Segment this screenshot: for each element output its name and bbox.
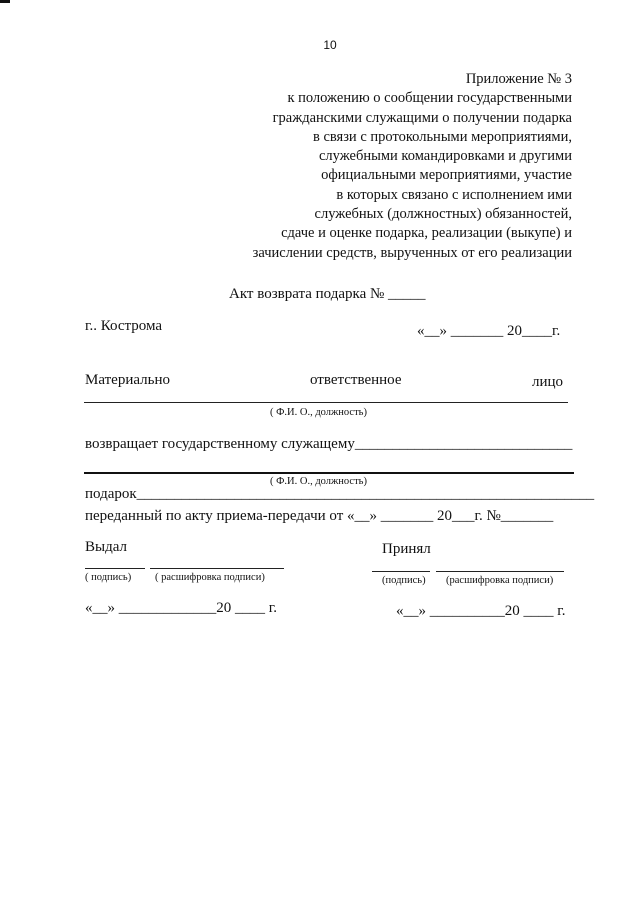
city: г.. Кострома (85, 318, 162, 334)
appendix-line: официальными мероприятиями, участие (321, 167, 572, 184)
act-date-line: «__» _______ 20____г. (417, 323, 561, 339)
left-date-line: «__» _____________20 ____ г. (85, 600, 277, 616)
left-signature-line (85, 568, 145, 569)
fio-line-2 (84, 472, 574, 474)
page-number: 10 (323, 38, 337, 52)
appendix-line: Приложение № 3 (465, 71, 572, 87)
fio-caption-1: ( Ф.И. О., должность) (270, 407, 367, 418)
appendix-line: гражданскими служащими о получении подарка (272, 109, 572, 126)
right-signature-caption: (подпись) (382, 575, 426, 586)
appendix-line: в связи с протокольными мероприятиями, (312, 128, 572, 145)
left-decode-line (150, 568, 284, 569)
gift-text: подарок_____________________________________________________________ (85, 486, 595, 502)
left-signature-caption: ( подпись) (85, 572, 132, 583)
fio-caption-2: ( Ф.И. О., должность) (270, 476, 367, 487)
issued-label: Выдал (85, 539, 127, 555)
appendix-line: служебными командировками и другими (318, 148, 572, 165)
material-word-3: лицо (532, 374, 564, 390)
appendix-line: сдаче и оценке подарка, реализации (выкупе) и (281, 225, 572, 242)
appendix-line: служебных (должностных) обязанностей, (314, 206, 572, 223)
material-word-1: Материально (85, 372, 170, 388)
fio-line-1 (84, 402, 568, 403)
transfer-text: переданный по акту приема-передачи от «__» _______ 20___г. №_______ (85, 508, 554, 524)
appendix-heading (253, 70, 572, 263)
material-word-2: ответственное (310, 372, 402, 388)
appendix-line: в которых связано с исполнением ими (336, 186, 572, 203)
right-signature-line (372, 571, 430, 572)
right-date-line: «__» __________20 ____ г. (396, 603, 566, 619)
right-decode-caption: (расшифровка подписи) (446, 575, 554, 586)
appendix-line: к положению о сообщении государственными (287, 90, 572, 107)
appendix-line: зачислении средств, вырученных от его реализации (252, 244, 572, 261)
right-decode-line (436, 571, 564, 572)
act-title: Акт возврата подарка № _____ (229, 286, 426, 302)
left-decode-caption: ( расшифровка подписи) (155, 572, 265, 583)
returns-text: возвращает государственному служащему_____________________________ (85, 436, 573, 452)
received-label: Принял (382, 541, 431, 557)
scan-mark (0, 0, 10, 3)
